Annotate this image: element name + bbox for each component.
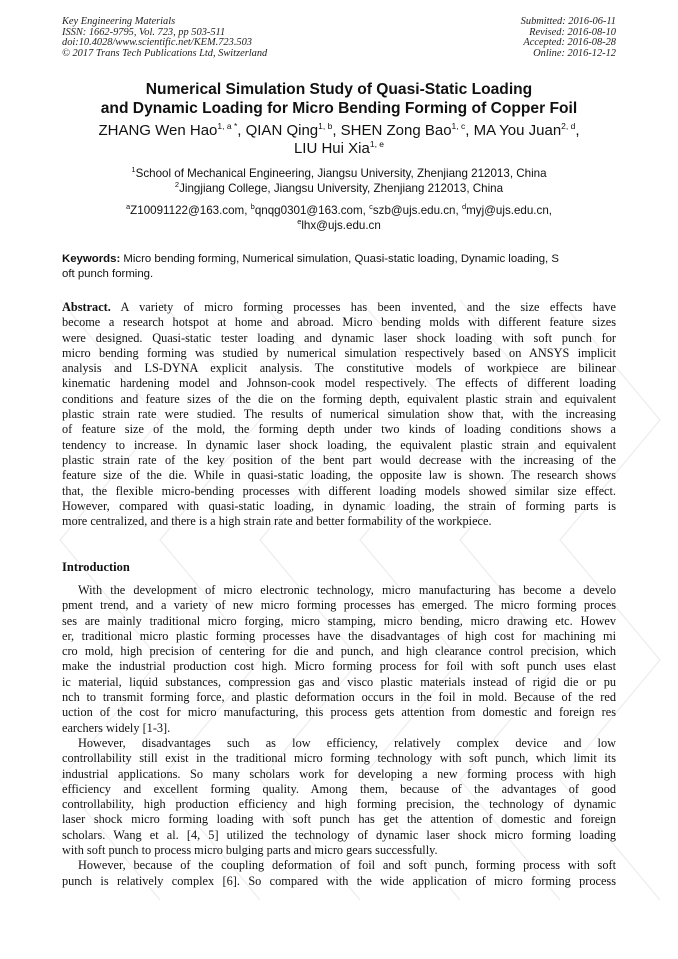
author-name: , QIAN Qing	[237, 122, 319, 139]
intro-line: ic material, liquid substances, compression gas and visco plastic materials instead of rigid die or pu	[62, 674, 616, 689]
abstract-label: Abstract.	[62, 300, 111, 314]
paper-title	[40, 80, 638, 118]
intro-line: efficiency and excellent forming quality. Among them, because of the advantages of good	[62, 781, 616, 796]
email-mark: e	[297, 217, 302, 227]
intro-line: make the industrial production cost high. Micro forming process for foil with soft punch uses elast	[62, 659, 616, 674]
abstract-line: conditions and feature sizes of the die on the forming depth, equivalent plastic strain and equivalent	[62, 391, 616, 406]
email-mark: a	[126, 202, 131, 212]
intro-line: earchers widely [1-3].	[62, 720, 171, 735]
email-address[interactable]: Z10091122@163.com,	[130, 204, 251, 217]
affiliation-text: School of Mechanical Engineering, Jiangsu University, Zhenjiang 212013, China	[135, 167, 547, 180]
issn-line: ISSN: 1662-9795, Vol. 723, pp 503-511	[62, 26, 226, 38]
title-line: and Dynamic Loading for Micro Bending Forming of Copper Foil	[100, 100, 578, 117]
abstract-line: micro bending forming was studied by numerical simulation respectively based on ANSYS implicit	[62, 345, 616, 360]
intro-line: punch is relatively complex [6]. So compared with the wide application of micro forming process	[62, 873, 616, 888]
email-mark: b	[250, 202, 255, 212]
affiliation-line	[40, 181, 638, 196]
affiliation-line	[40, 166, 638, 181]
abstract-block	[62, 300, 616, 529]
journal-info	[62, 17, 267, 59]
title-line: Numerical Simulation Study of Quasi-Static Loading	[145, 81, 533, 98]
abstract-line: become a research hotspot at home and abroad. Micro bending molds with different feature sizes	[62, 315, 616, 330]
abstract-line: that, the flexible micro-bending processes with different loading models showed similar size effect.	[62, 483, 616, 498]
author-list	[40, 122, 638, 158]
abstract-line: However, compared with quasi-static loading, in dynamic loading, the strain of forming parts is	[62, 498, 616, 513]
introduction-block	[62, 583, 616, 889]
abstract-line: tendency to increase. In dynamic laser shock loading, the equivalent plastic strain and equivalent	[62, 437, 616, 452]
keywords-line: oft punch forming.	[62, 268, 154, 280]
abstract-line: were designed. Quasi-static tester loading and dynamic laser shock loading with soft punch for	[62, 330, 616, 345]
email-line	[40, 218, 638, 233]
author-separator: ,	[575, 122, 580, 139]
author-name: LIU Hui Xia	[293, 140, 370, 157]
abstract-line: analysis and LS-DYNA explicit analysis. The constitutive models of workpiece are bilinear	[62, 361, 616, 376]
abstract-line: more centralized, and there is a high strain rate and better formability of the workpiece.	[62, 514, 492, 529]
intro-line: er, traditional micro plastic forming processes have the disadvantages of high cost for machining mi	[62, 628, 616, 643]
author-emails	[40, 203, 638, 233]
intro-line: With the development of micro electronic technology, micro manufacturing has become a develo	[78, 583, 616, 597]
online-date: Online: 2016-12-12	[533, 47, 616, 59]
author-name: ZHANG Wen Hao	[98, 122, 218, 139]
abstract-line: of feature size of the mold, the forming depth under two kinds of loading conditions shows a	[62, 422, 616, 437]
doi-line: doi:10.4028/www.scientific.net/KEM.723.503	[62, 37, 252, 49]
email-line	[40, 203, 638, 218]
intro-line: ses are mainly traditional micro forging, micro stamping, micro bending, micro drawing etc. Howev	[62, 613, 616, 628]
intro-line: laser shock micro forming loading with soft punch has get the attention of domestic and foreign	[62, 812, 616, 827]
author-name: , SHEN Zong Bao	[332, 122, 452, 139]
accepted-date: Accepted: 2016-08-28	[523, 37, 616, 49]
abstract-line: feature size of the die. While in quasi-static loading, the opposite law is shown. The research shows	[62, 468, 616, 483]
email-mark: d	[461, 202, 467, 212]
affiliation-text: Jingjiang College, Jiangsu University, Zhenjiang 212013, China	[179, 182, 504, 195]
intro-line: pment trend, and a variety of new micro forming processes has emerged. The micro forming proces	[62, 598, 616, 613]
affiliations	[40, 166, 638, 196]
intro-line: However, because of the coupling deformation of foil and soft punch, forming process with soft	[78, 858, 616, 873]
keywords-label: Keywords:	[62, 253, 121, 265]
intro-line: scholars. Wang et al. [4, 5] utilized the technology of dynamic laser shock micro forming loading	[62, 827, 616, 842]
revised-date: Revised: 2016-08-10	[529, 26, 616, 38]
intro-line: cro mold, high precision of centering for die and punch, and high clearance control precision, which	[62, 644, 616, 659]
keywords-text: Micro bending forming, Numerical simulation, Quasi-static loading, Dynamic loading, S	[120, 253, 559, 265]
author-line	[40, 122, 638, 140]
email-address[interactable]: myj@ujs.edu.cn,	[466, 204, 552, 217]
email-address[interactable]: szb@ujs.edu.cn,	[372, 204, 462, 217]
author-affil-mark: 1, e	[369, 139, 385, 149]
publication-dates	[521, 17, 616, 59]
intro-line: uction of the cost for micro manufacturing, this process gets attention from domestic and foreign res	[62, 705, 616, 720]
email-mark: c	[369, 202, 373, 212]
abstract-line: plastic strain rate were studied. The results of numerical simulation show that, with the increasing	[62, 407, 616, 422]
journal-name: Key Engineering Materials	[62, 16, 176, 27]
abstract-text: A variety of micro forming processes has been invented, and the size effects have	[110, 300, 616, 314]
keywords-line	[62, 252, 616, 267]
abstract-line: plastic strain rate of the key position of the bent part would decrease with the increasing of the	[62, 452, 616, 467]
email-address[interactable]: lhx@ujs.edu.cn	[301, 219, 381, 232]
author-affil-mark: 1, c	[451, 121, 466, 131]
author-line	[40, 140, 638, 158]
intro-line: with soft punch to process micro bulging parts and micro gears successfully.	[62, 843, 438, 858]
submitted-date: Submitted: 2016-06-11	[520, 16, 616, 27]
author-name: , MA You Juan	[465, 122, 562, 139]
section-heading-introduction: Introduction	[62, 560, 130, 574]
keywords-block	[62, 252, 616, 282]
intro-line: nch to transmit forming force, and plastic deformation occurs in the foil in mold. Because of the red	[62, 690, 616, 705]
affil-mark: 2	[174, 180, 180, 190]
intro-line: However, disadvantages such as low efficiency, relatively complex device and low	[78, 735, 616, 750]
intro-line: industrial applications. So many scholars work for developing a new forming process with high	[62, 766, 616, 781]
copyright-line: © 2017 Trans Tech Publications Ltd, Switzerland	[62, 47, 268, 59]
author-affil-mark: 1, b	[318, 121, 333, 131]
author-affil-mark: 1, a *	[217, 121, 238, 131]
intro-line: controllability, high production efficiency and high forming precision, the technology of dynamic	[62, 797, 616, 812]
abstract-line: kinematic hardening model and Johnson-cook model respectively. The effects of different loading	[62, 376, 616, 391]
email-address[interactable]: qnqg0301@163.com,	[254, 204, 370, 217]
affil-mark: 1	[131, 165, 136, 175]
author-affil-mark: 2, d	[561, 121, 576, 131]
intro-line: controllability still exist in the traditional micro forming technology with soft punch, which limit its	[62, 751, 616, 766]
abstract-line	[62, 300, 616, 315]
